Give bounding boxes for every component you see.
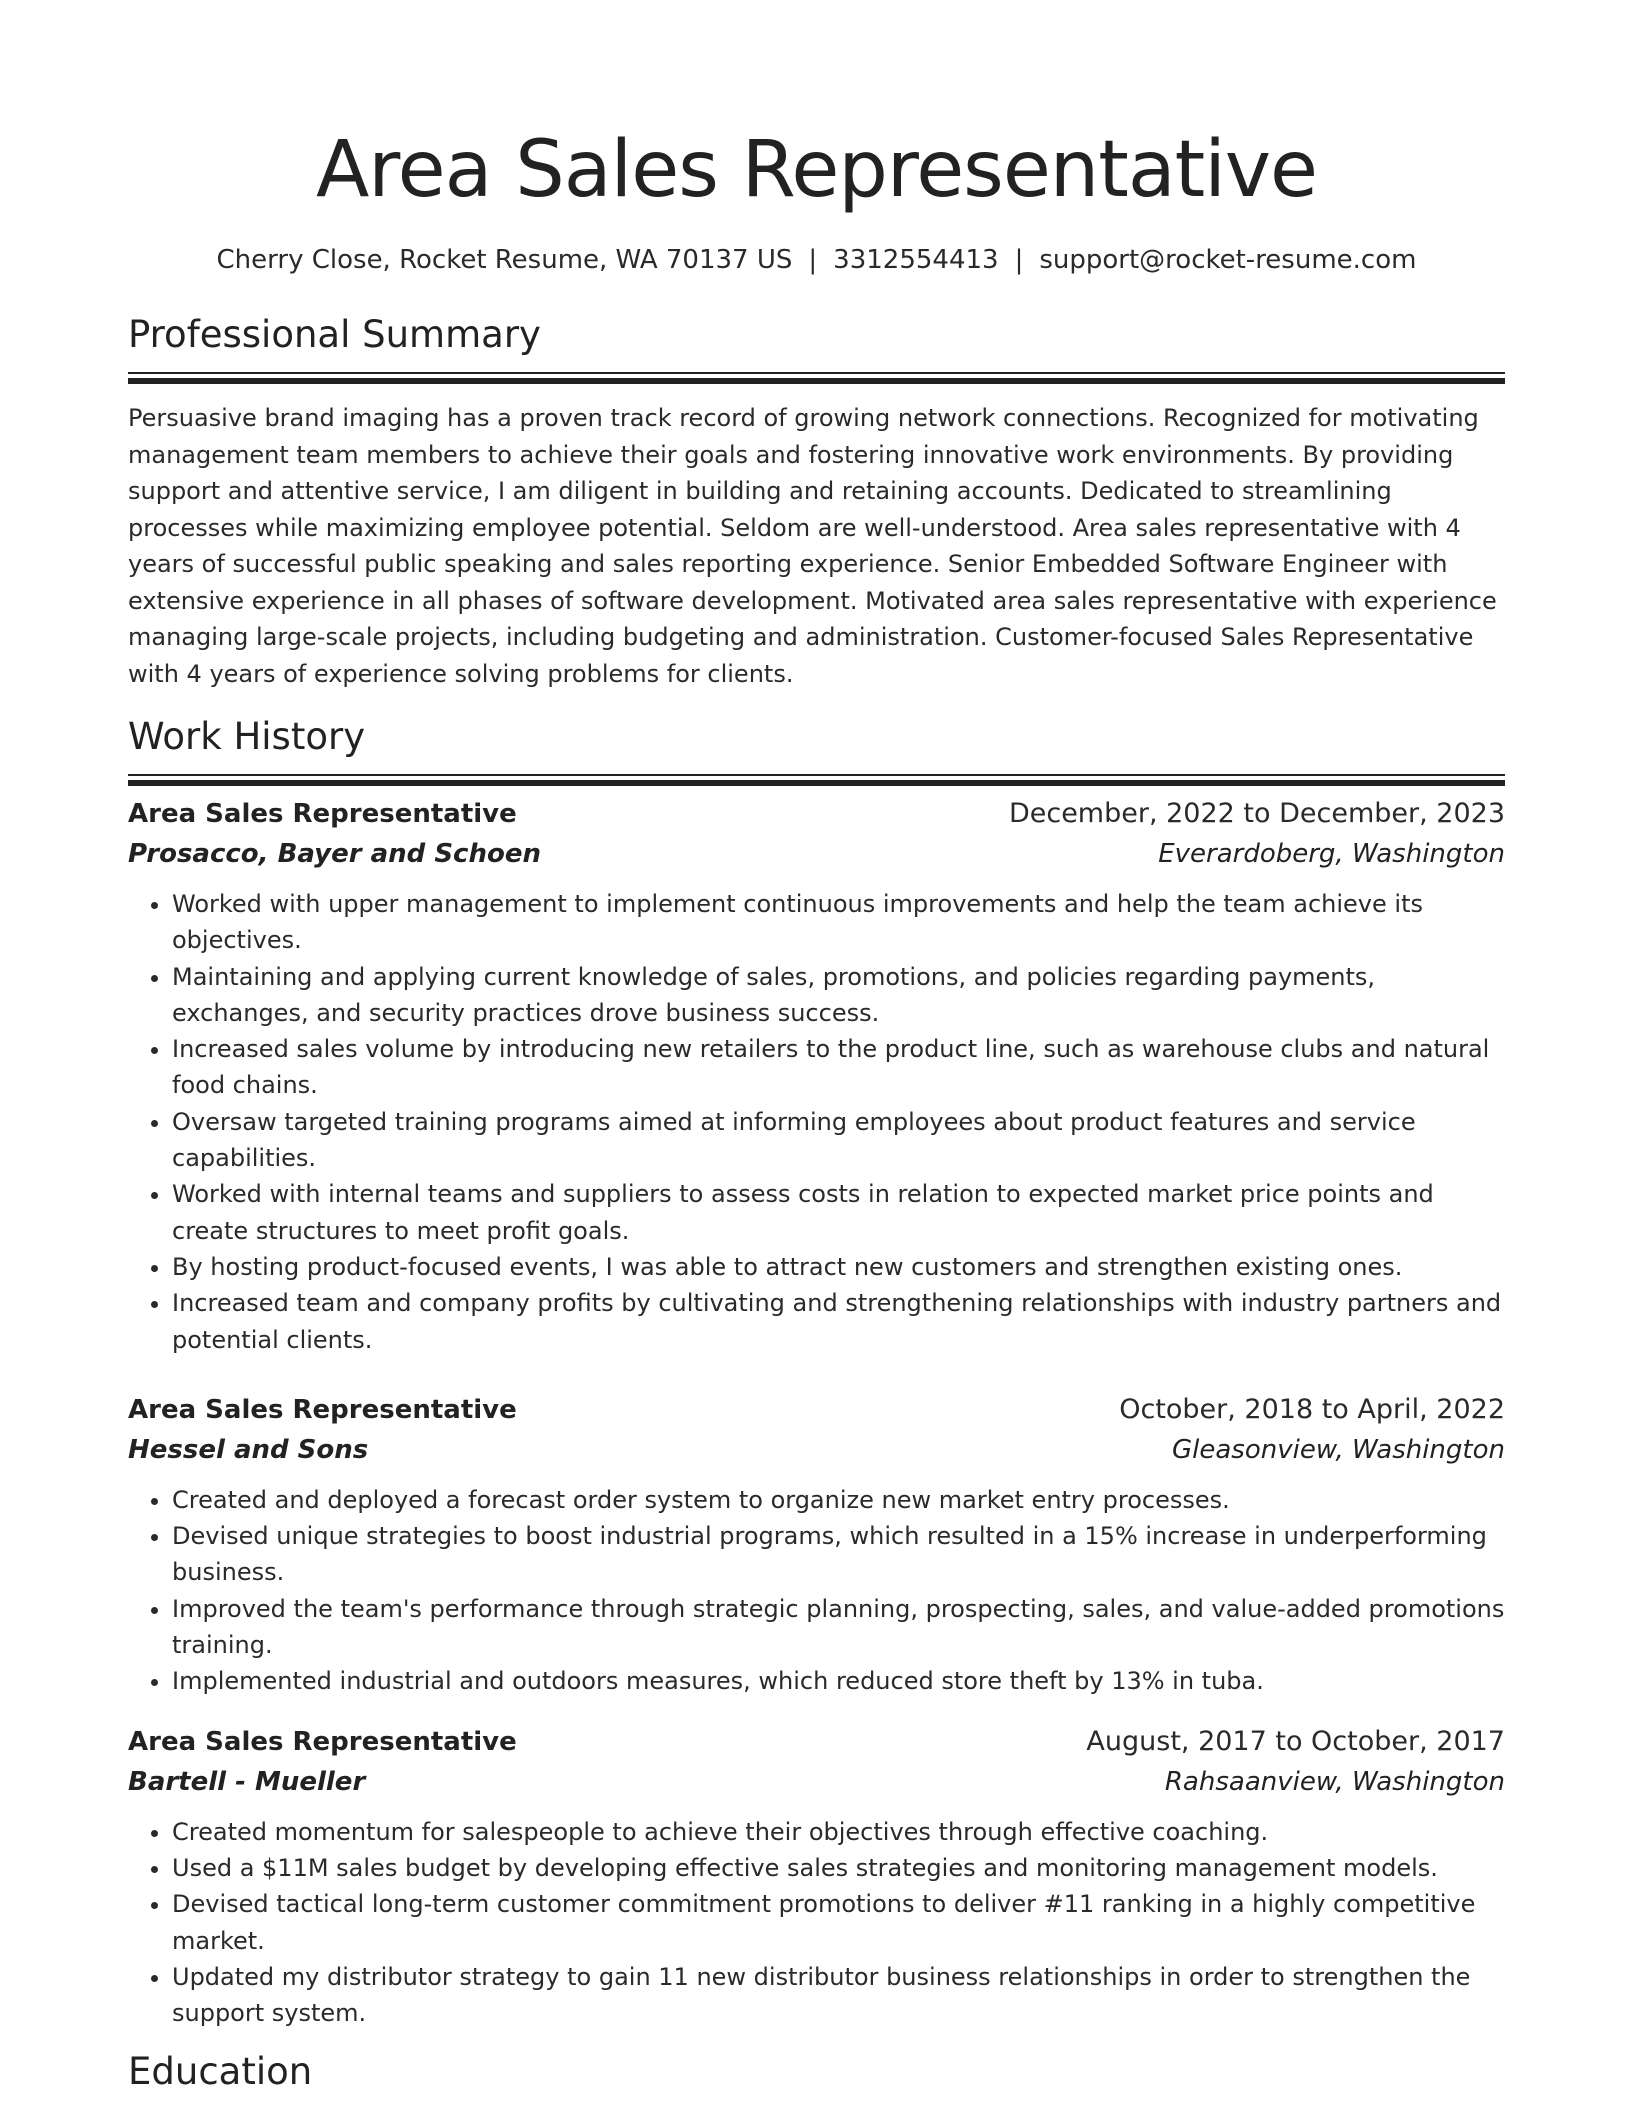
job-dates: August, 2017 to October, 2017 bbox=[1086, 1725, 1505, 1757]
job-location: Gleasonview, Washington bbox=[1172, 1434, 1505, 1465]
job-bullet: • Created momentum for salespeople to achieve their objectives through effective coaching. bbox=[172, 1814, 1505, 1850]
contact-phone: 3312554413 bbox=[833, 245, 999, 275]
job-bullet: • Devised tactical long-term customer commitment promotions to deliver #11 ranking in a highly competitive market. bbox=[172, 1886, 1505, 1959]
section-title-education: Education bbox=[128, 2050, 313, 2094]
summary-section bbox=[128, 312, 1505, 692]
job-bullet: • Used a $11M sales budget by developing effective sales strategies and monitoring management models. bbox=[172, 1850, 1505, 1886]
job-subheader bbox=[128, 834, 1505, 874]
job-bullet: • Updated my distributor strategy to gain 11 new distributor business relationships in order to strengthen the support system. bbox=[172, 1959, 1505, 2032]
job-dates: October, 2018 to April, 2022 bbox=[1119, 1393, 1505, 1425]
job-entry bbox=[128, 1722, 1505, 2032]
job-bullet: • Maintaining and applying current knowledge of sales, promotions, and policies regarding payments, exchanges, and security practices drove business success. bbox=[172, 959, 1505, 1032]
job-dates: December, 2022 to December, 2023 bbox=[1008, 798, 1505, 829]
work-history-section bbox=[128, 714, 1505, 2031]
job-entry bbox=[128, 794, 1505, 1358]
section-title-work-history: Work History bbox=[128, 715, 366, 758]
job-title: Area Sales Representative bbox=[128, 799, 517, 829]
section-title-summary: Professional Summary bbox=[128, 313, 541, 356]
resume-name: Area Sales Representative bbox=[315, 125, 1318, 215]
job-bullet: • Improved the team's performance through strategic planning, prospecting, sales, and value-added promotions training. bbox=[172, 1591, 1505, 1664]
job-bullet: • Worked with internal teams and suppliers to assess costs in relation to expected market price points and create structures to meet profit goals. bbox=[172, 1176, 1505, 1249]
job-company: Hessel and Sons bbox=[128, 1434, 369, 1465]
job-bullet: • Created and deployed a forecast order system to organize new market entry processes. bbox=[172, 1482, 1505, 1518]
resume-page bbox=[128, 0, 1505, 2095]
job-title: Area Sales Representative bbox=[128, 1394, 517, 1425]
job-company: Prosacco, Bayer and Schoen bbox=[128, 839, 541, 869]
job-company: Bartell - Mueller bbox=[128, 1766, 366, 1797]
section-divider bbox=[128, 372, 1505, 374]
job-bullets bbox=[128, 1482, 1505, 1700]
job-bullet: • Worked with upper management to implement continuous improvements and help the team achieve its objectives. bbox=[172, 886, 1505, 959]
job-subheader bbox=[128, 1762, 1505, 1802]
job-header bbox=[128, 794, 1505, 834]
job-location: Everardoberg, Washington bbox=[1158, 839, 1505, 869]
job-bullet: • Oversaw targeted training programs aimed at informing employees about product features and service capabilities. bbox=[172, 1104, 1505, 1177]
job-bullet: • Increased sales volume by introducing new retailers to the product line, such as warehouse clubs and natural food chains. bbox=[172, 1031, 1505, 1104]
job-bullets bbox=[128, 886, 1505, 1358]
job-bullet: • Increased team and company profits by cultivating and strengthening relationships with industry partners and potential clients. bbox=[172, 1285, 1505, 1358]
job-bullet: • Implemented industrial and outdoors measures, which reduced store theft by 13% in tuba. bbox=[172, 1663, 1505, 1699]
education-section bbox=[128, 2049, 1505, 2095]
job-bullet: • Devised unique strategies to boost industrial programs, which resulted in a 15% increase in underperforming business. bbox=[172, 1518, 1505, 1591]
contact-line bbox=[128, 244, 1505, 276]
job-header bbox=[128, 1390, 1505, 1430]
job-location: Rahsaanview, Washington bbox=[1164, 1766, 1505, 1797]
job-subheader bbox=[128, 1430, 1505, 1470]
job-header bbox=[128, 1722, 1505, 1762]
job-bullet: • By hosting product-focused events, I was able to attract new customers and strengthen existing ones. bbox=[172, 1249, 1505, 1285]
job-bullets bbox=[128, 1814, 1505, 2032]
contact-email: support@rocket-resume.com bbox=[1039, 245, 1417, 275]
contact-separator: | bbox=[1014, 245, 1024, 275]
contact-separator: | bbox=[808, 245, 818, 275]
summary-text: Persuasive brand imaging has a proven track record of growing network connections. Recognized for motivating management team members to achieve their goals and fostering innovative work environments. By providing support and attentive service, I am diligent in building and retaining accounts. Dedicated to streamlining processes while maximizing employee potential. Seldom are well-understood. Area sales representative with 4 years of successful public speaking and sales reporting experience. Senior Embedded Software Engineer with extensive experience in all phases of software development. Motivated area sales representative with experience managing large-scale projects, including budgeting and administration. Customer-focused Sales Representative with 4 years of experience solving problems for clients. bbox=[128, 404, 1497, 688]
job-entry bbox=[128, 1390, 1505, 1700]
contact-address: Cherry Close, Rocket Resume, WA 70137 US bbox=[216, 245, 793, 275]
section-divider bbox=[128, 774, 1505, 776]
job-title: Area Sales Representative bbox=[128, 1726, 517, 1757]
